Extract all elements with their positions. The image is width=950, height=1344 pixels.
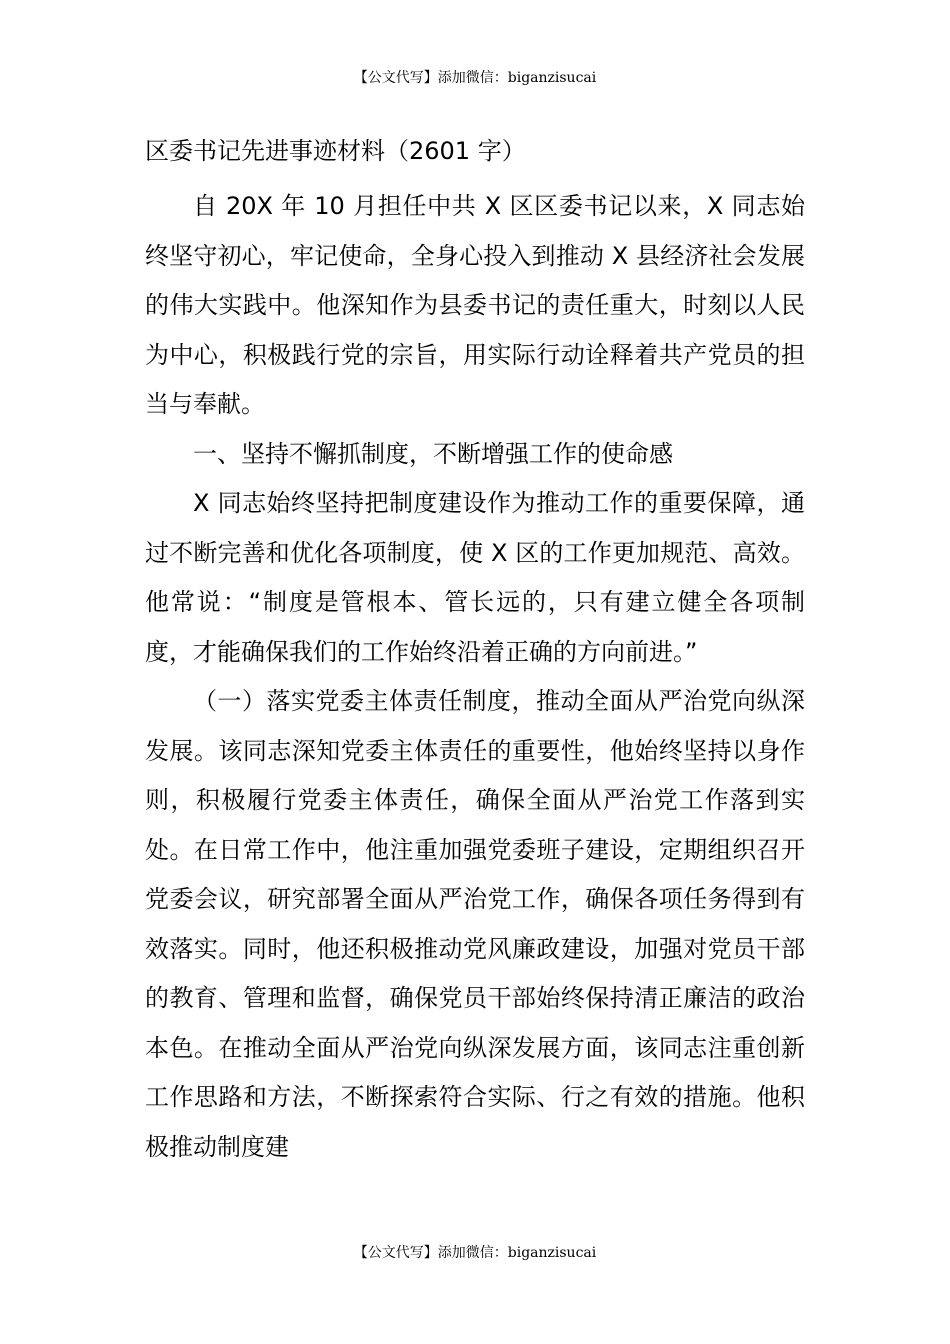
intro-paragraph: 自 20X 年 10 月担任中共 X 区区委书记以来，X 同志始终坚守初心，牢记使命，全身心投入到推动 X 县经济社会发展的伟大实践中。他深知作为县委书记的责任重大，时刻以人民为中心，积极践行党的宗旨，用实际行动诠释着共产党员的担当与奉献。 xyxy=(145,192,805,418)
document-body xyxy=(145,182,805,1172)
document-title: 区委书记先进事迹材料（2601 字） xyxy=(145,137,526,165)
section-heading: 一、坚持不懈抓制度，不断增强工作的使命感 xyxy=(193,439,673,468)
header-watermark: 【公文代写】添加微信：biganzisucai xyxy=(353,70,597,86)
section-paragraph: X 同志始终坚持把制度建设作为推动工作的重要保障，通过不断完善和优化各项制度，使 X 区的工作更加规范、高效。他常说：“制度是管根本、管长远的，只有建立健全各项制度，才能确保我们的工作始终沿着正确的方向前进。” xyxy=(145,489,805,666)
footer-watermark: 【公文代写】添加微信：biganzisucai xyxy=(353,1245,597,1261)
subsection-paragraph: （一）落实党委主体责任制度，推动全面从严治党向纵深发展。该同志深知党委主体责任的重要性，他始终坚持以身作则，积极履行党委主体责任，确保全面从严治党工作落到实处。在日常工作中，他注重加强党委班子建设，定期组织召开党委会议，研究部署全面从严治党工作，确保各项任务得到有效落实。同时，他还积极推动党风廉政建设，加强对党员干部的教育、管理和监督，确保党员干部始终保持清正廉洁的政治本色。在推动全面从严治党向纵深发展方面，该同志注重创新工作思路和方法，不断探索符合实际、行之有效的措施。他积极推动制度建 xyxy=(145,687,805,1161)
